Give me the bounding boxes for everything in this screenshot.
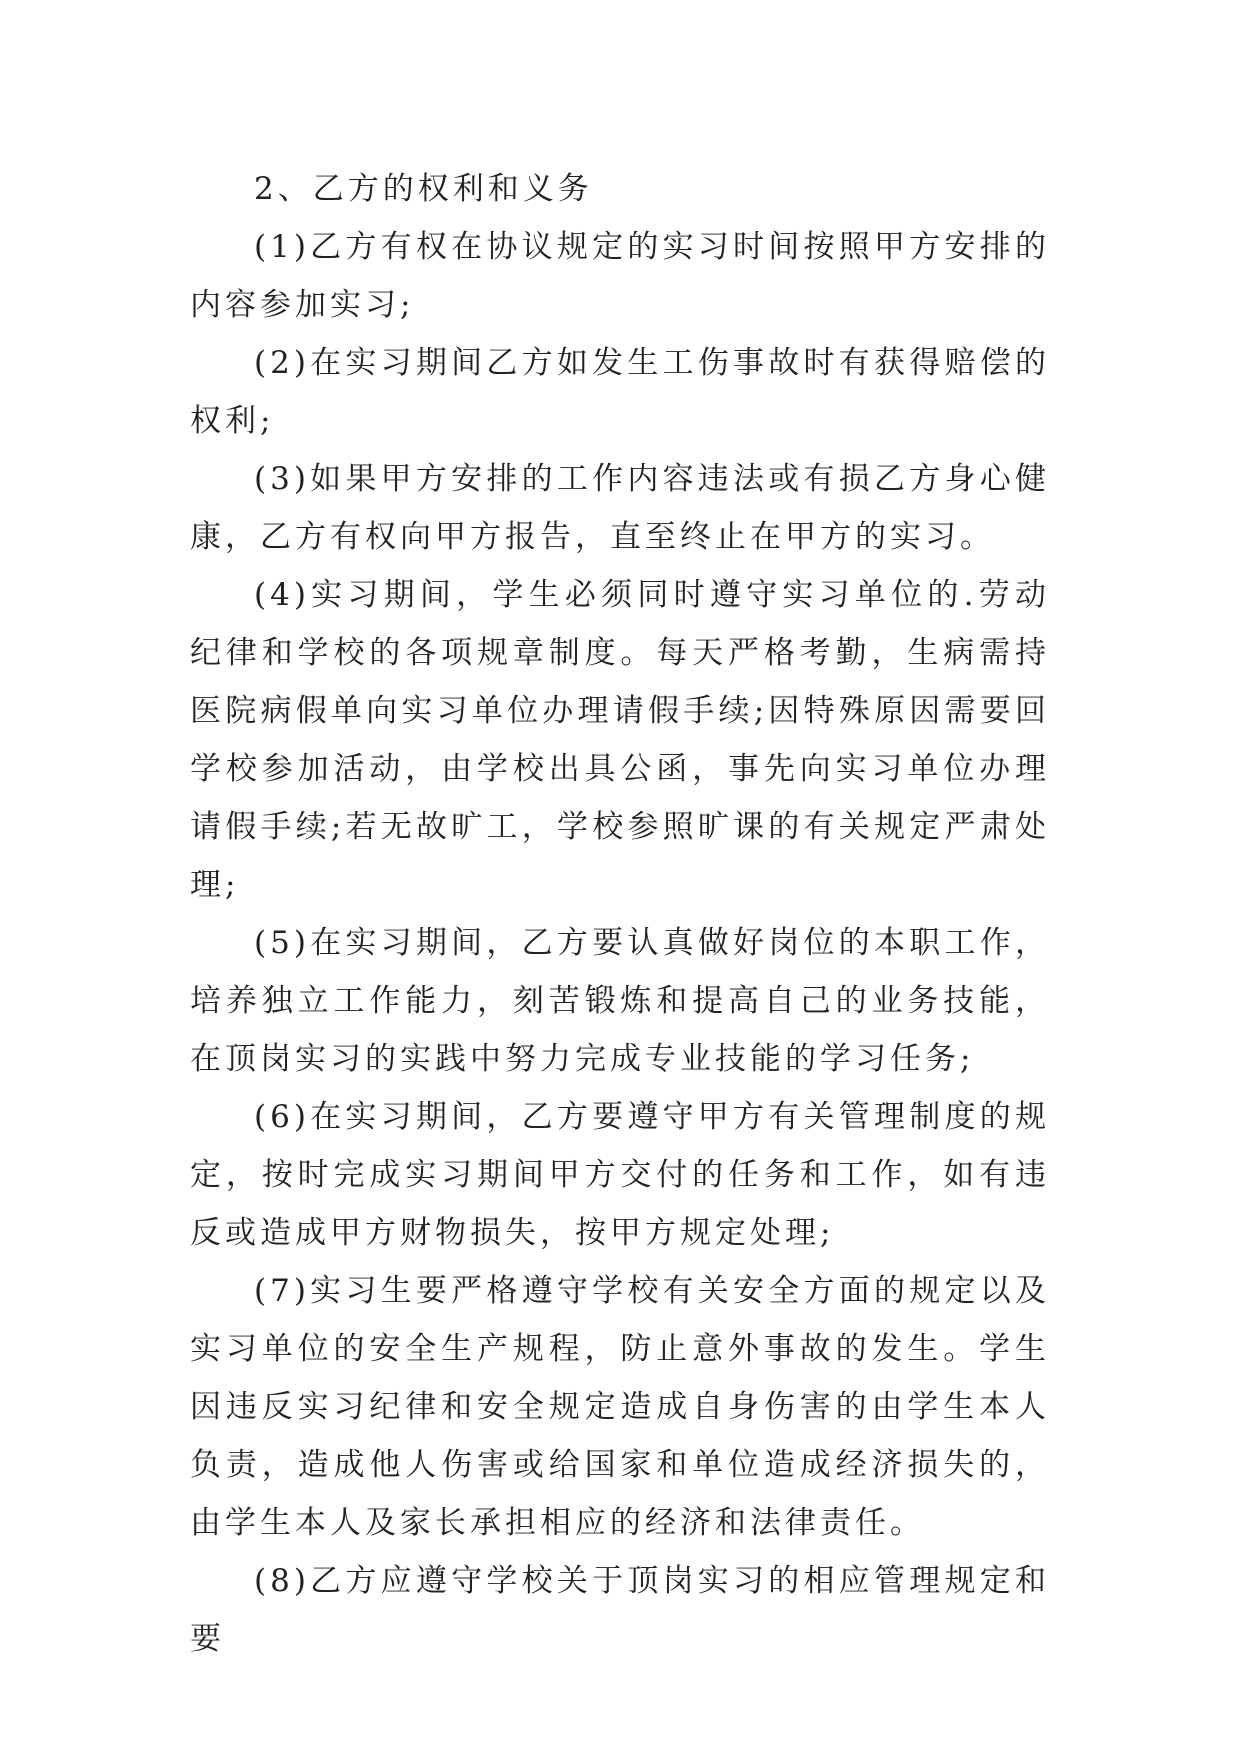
paragraph-7: (7)实习生要严格遵守学校有关安全方面的规定以及实习单位的安全生产规程，防止意外事故的发生。学生因违反实习纪律和安全规定造成自身伤害的由学生本人负责，造成他人伤害或给国家和单位造成经济损失的，由学生本人及家长承担相应的经济和法律责任。 (190, 1273, 1050, 1541)
paragraph-5: (5)在实习期间，乙方要认真做好岗位的本职工作，培养独立工作能力，刻苦锻炼和提高自己的业务技能，在顶岗实习的实践中努力完成专业技能的学习任务; (190, 925, 1050, 1077)
paragraph-8: (8)乙方应遵守学校关于顶岗实习的相应管理规定和要 (190, 1563, 1050, 1657)
paragraph-4: (4)实习期间，学生必须同时遵守实习单位的.劳动纪律和学校的各项规章制度。每天严格考勤，生病需持医院病假单向实习单位办理请假手续;因特殊原因需要回学校参加活动，由学校出具公函，事先向实习单位办理请假手续;若无故旷工，学校参照旷课的有关规定严肃处理; (190, 577, 1050, 903)
paragraph-2: (2)在实习期间乙方如发生工伤事故时有获得赔偿的权利; (190, 345, 1050, 439)
paragraph-1: (1)乙方有权在协议规定的实习时间按照甲方安排的内容参加实习; (190, 229, 1050, 323)
section-heading: 2、乙方的权利和义务 (254, 171, 593, 207)
paragraph-3: (3)如果甲方安排的工作内容违法或有损乙方身心健康，乙方有权向甲方报告，直至终止在甲方的实习。 (190, 461, 1050, 555)
paragraph-6: (6)在实习期间，乙方要遵守甲方有关管理制度的规定，按时完成实习期间甲方交付的任务和工作，如有违反或造成甲方财物损失，按甲方规定处理; (190, 1099, 1050, 1251)
document-body (190, 160, 1050, 1668)
